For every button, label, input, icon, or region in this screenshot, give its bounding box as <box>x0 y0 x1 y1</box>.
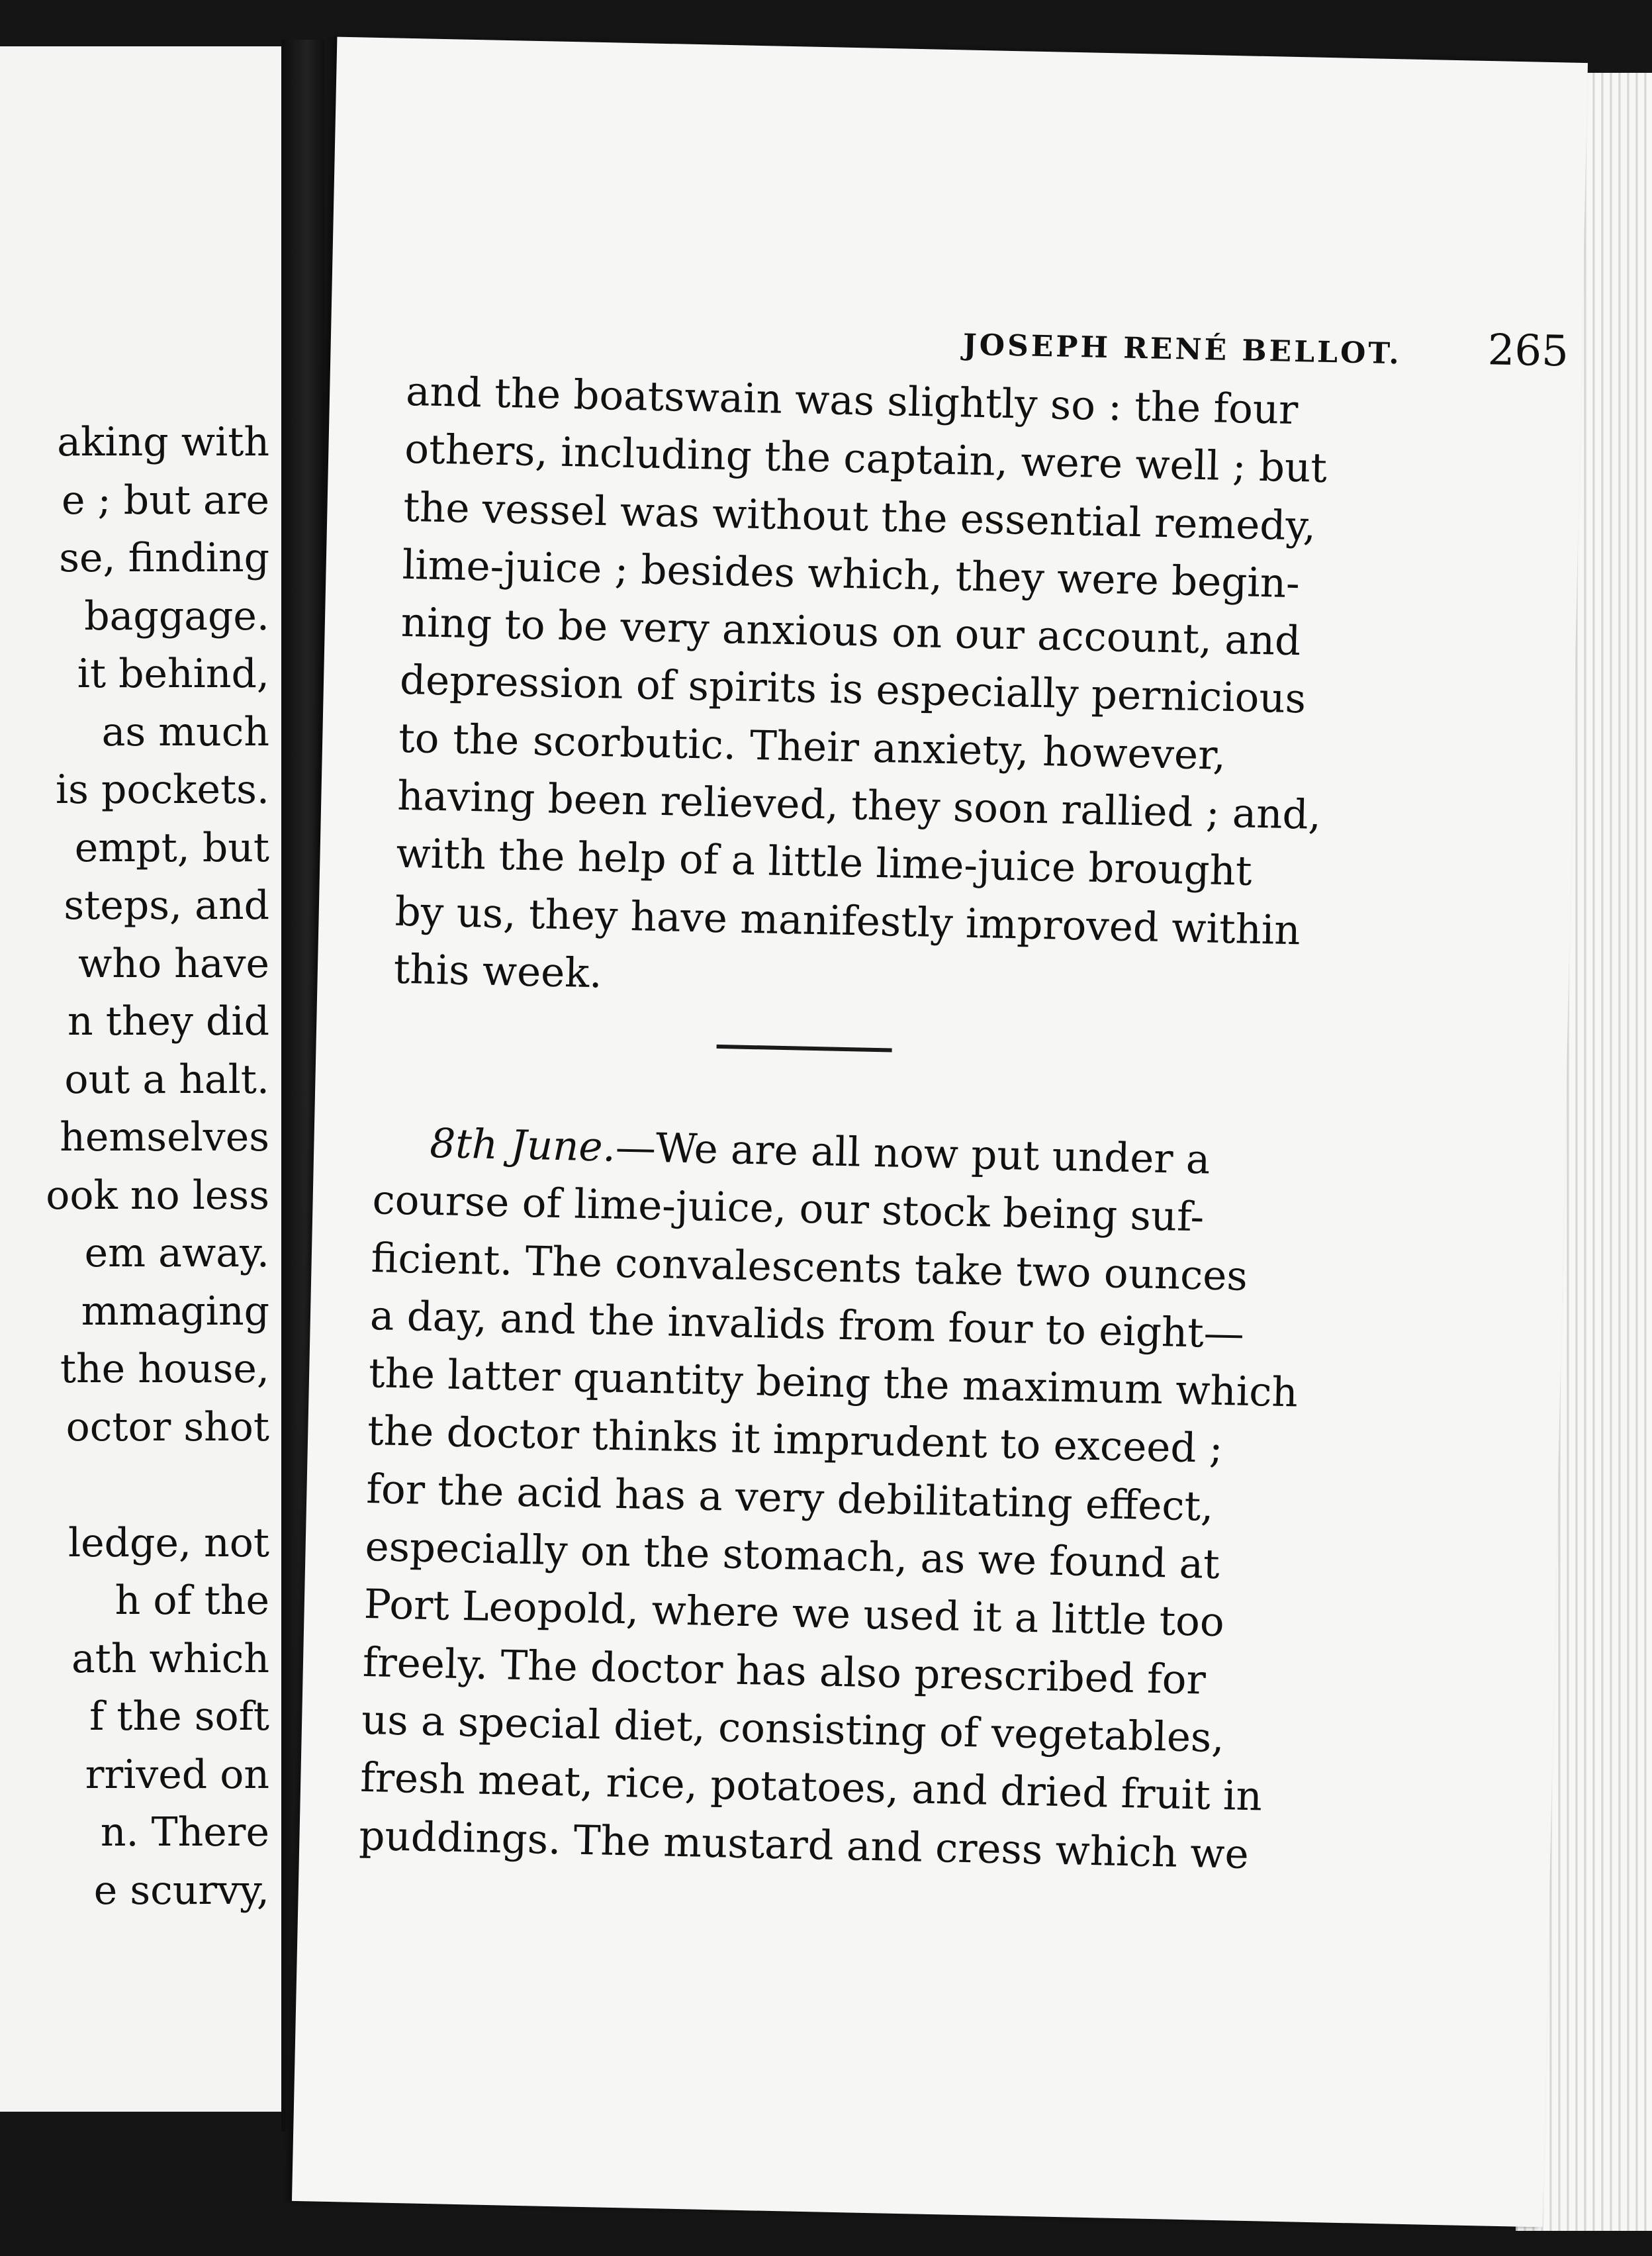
text-line: se, finding <box>59 535 269 581</box>
text-line: a day, and the invalids from four to eight— <box>369 1292 1245 1358</box>
text-line: empt, but <box>74 824 269 871</box>
text-line: us a special diet, consisting of vegetables, <box>361 1696 1225 1762</box>
text-line: ficient. The convalescents take two ounces <box>371 1234 1248 1300</box>
text-line: to the scorbutic. Their anxiety, however, <box>398 714 1226 779</box>
text-line: and the boatswain was slightly so : the four <box>405 367 1299 434</box>
text-line: it behind, <box>77 651 269 697</box>
text-line: the doctor thinks it imprudent to exceed ; <box>367 1407 1224 1473</box>
text-line: Port Leopold, where we used it a little too <box>363 1581 1225 1646</box>
section-divider <box>717 1045 892 1053</box>
text-line: rrived on <box>85 1751 269 1798</box>
text-line: mmaging <box>81 1288 269 1335</box>
text-line: the vessel was without the essential remedy, <box>402 483 1316 550</box>
text-line: the house, <box>60 1346 269 1392</box>
text-line: for the acid has a very debilitating effect, <box>365 1465 1215 1530</box>
text-line: octor shot <box>66 1403 269 1450</box>
previous-page <box>0 46 284 2112</box>
text-line: with the help of a little lime-juice brought <box>395 830 1253 896</box>
text-line: ath which <box>71 1635 269 1682</box>
text-line: others, including the captain, were well ; but <box>404 426 1328 493</box>
text-line: having been relieved, they soon rallied ; and, <box>396 772 1322 839</box>
text-line: especially on the stomach, as we found at <box>364 1523 1220 1589</box>
text-line: em away. <box>84 1230 269 1276</box>
text-line: f the soft <box>89 1693 269 1740</box>
text-line: ook no less <box>46 1172 269 1219</box>
text-line: the latter quantity being the maximum which <box>368 1350 1299 1417</box>
text-line: as much <box>101 708 269 755</box>
text-line: this week. <box>393 945 603 998</box>
text-line: by us, they have manifestly improved within <box>394 888 1301 955</box>
text-line: freely. The doctor has also prescribed for <box>362 1638 1207 1704</box>
text-line: hemselves <box>60 1114 269 1160</box>
text-line: e ; but are <box>61 477 269 524</box>
text-line: e scurvy, <box>93 1867 269 1914</box>
paragraph-2 <box>358 1113 1299 1882</box>
text-line: steps, and <box>64 882 269 929</box>
text-line: course of lime-juice, our stock being suf- <box>371 1176 1205 1241</box>
text-line: aking with <box>57 419 269 465</box>
running-title: JOSEPH RENÉ BELLOT. <box>962 328 1402 371</box>
text-line: puddings. The mustard and cress which we <box>358 1812 1250 1878</box>
text-line: h of the <box>115 1577 269 1624</box>
text-line: baggage. <box>84 592 269 639</box>
running-head <box>639 308 1569 377</box>
paragraph-gap <box>0 1456 269 1515</box>
text-line: n they did <box>68 998 269 1045</box>
text-line: is pockets. <box>55 767 269 813</box>
text-line: n. There <box>100 1809 269 1856</box>
text-line: out a halt. <box>64 1056 269 1103</box>
page-number: 265 <box>1487 326 1569 377</box>
text-line: ning to be very anxious on our account, and <box>400 598 1301 665</box>
text-line: fresh meat, rice, potatoes, and dried fruit in <box>359 1754 1263 1820</box>
previous-page-text <box>0 414 269 1920</box>
paragraph-1 <box>393 363 1328 1015</box>
entry-first-line-text: —We are all now put under a <box>615 1123 1211 1184</box>
current-page <box>292 37 1588 2228</box>
text-line: depression of spirits is especially pernicious <box>399 657 1307 723</box>
text-line: who have <box>77 940 269 987</box>
text-line: lime-juice ; besides which, they were begin- <box>402 541 1301 608</box>
text-line: ledge, not <box>68 1519 269 1566</box>
entry-date: 8th June. <box>429 1119 616 1171</box>
